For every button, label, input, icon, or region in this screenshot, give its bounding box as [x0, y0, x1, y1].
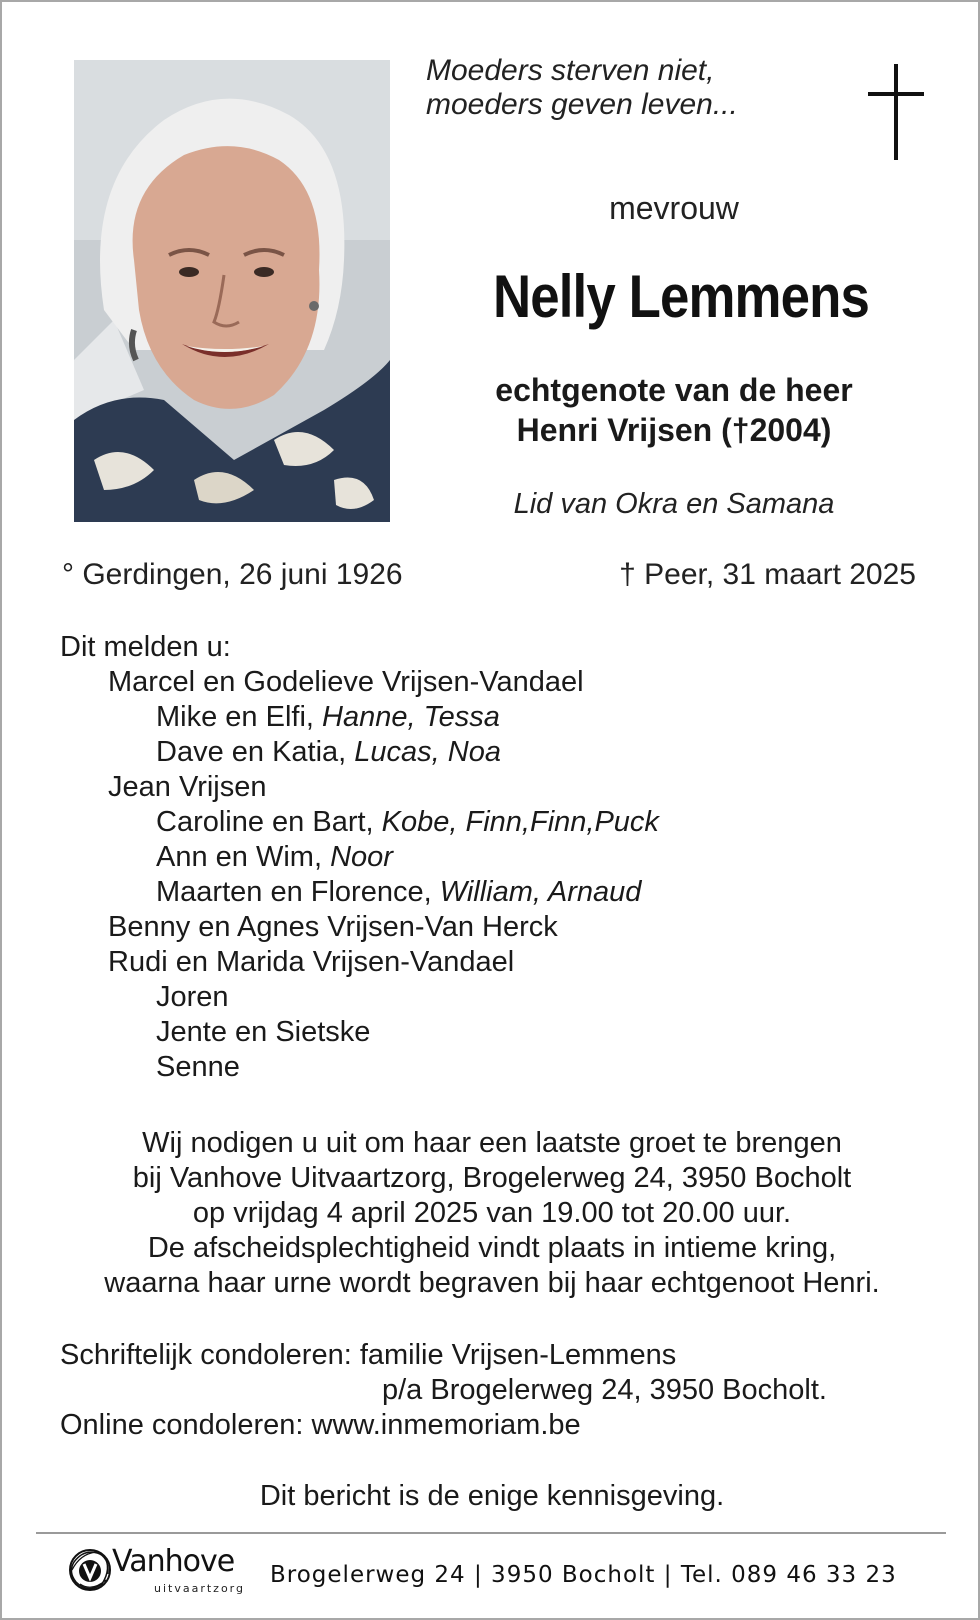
family-names: Senne — [156, 1051, 240, 1083]
grandchildren-names: Noor — [330, 841, 393, 873]
footer-divider — [36, 1532, 946, 1534]
birth-info: ° Gerdingen, 26 juni 1926 — [62, 558, 403, 591]
family-row — [60, 770, 659, 805]
family-row — [60, 840, 659, 875]
family-row — [60, 945, 659, 980]
motto-quote — [426, 54, 738, 122]
family-names: Joren — [156, 981, 229, 1013]
invitation-line: op vrijdag 4 april 2025 van 19.00 tot 20.00 uur. — [192, 1197, 792, 1229]
vanhove-brand-name: Vanhove — [112, 1544, 235, 1579]
invitation-text — [42, 1126, 942, 1301]
invitation-line: Wij nodigen u uit om haar een laatste groet te brengen — [142, 1127, 842, 1159]
family-row — [60, 910, 659, 945]
portrait-photo — [74, 60, 390, 522]
grandchildren-names: Hanne, Tessa — [322, 701, 500, 733]
invitation-line: bij Vanhove Uitvaartzorg, Brogelerweg 24, 3950 Bocholt — [132, 1162, 852, 1194]
motto-line-2: moeders geven leven... — [426, 88, 738, 121]
death-info: † Peer, 31 maart 2025 — [619, 558, 916, 591]
membership: Lid van Okra en Samana — [513, 488, 835, 520]
family-row — [60, 665, 659, 700]
invitation-line: waarna haar urne wordt begraven bij haar echtgenoot Henri. — [104, 1267, 880, 1299]
motto-line-1: Moeders sterven niet, — [426, 54, 715, 87]
family-row — [60, 980, 659, 1015]
family-row — [60, 875, 659, 910]
family-names: Marcel en Godelieve Vrijsen-Vandael — [108, 666, 584, 698]
family-row — [60, 1015, 659, 1050]
vanhove-logo — [66, 1542, 256, 1602]
family-names: Rudi en Marida Vrijsen-Vandael — [108, 946, 515, 978]
family-row — [60, 805, 659, 840]
family-names: Dave en Katia, — [156, 736, 355, 768]
invitation-line: De afscheidsplechtigheid vindt plaats in intieme kring, — [147, 1232, 837, 1264]
vanhove-brand-sub: uitvaartzorg — [154, 1582, 245, 1595]
family-names: Ann en Wim, — [156, 841, 331, 873]
deceased-name: Nelly Lemmens — [493, 263, 869, 330]
sole-notice: Dit bericht is de enige kennisgeving. — [259, 1480, 725, 1512]
family-intro: Dit melden u: — [60, 631, 231, 663]
spouse-info — [426, 370, 922, 450]
spouse-line-1: echtgenote van de heer — [495, 372, 853, 408]
grandchildren-names: Lucas, Noa — [354, 736, 501, 768]
family-list — [60, 630, 659, 1085]
grandchildren-names: Kobe, Finn,Finn,Puck — [381, 806, 659, 838]
written-condolences: Schriftelijk condoleren: familie Vrijsen-Lemmens — [60, 1339, 677, 1371]
written-condolences-address: p/a Brogelerweg 24, 3950 Bocholt. — [382, 1374, 827, 1406]
family-row — [60, 735, 659, 770]
honorific: mevrouw — [609, 190, 739, 226]
family-row — [60, 1050, 659, 1085]
latin-cross-icon — [868, 64, 924, 160]
family-names: Jente en Sietske — [156, 1016, 371, 1048]
condolences — [60, 1338, 827, 1443]
online-condolences: Online condoleren: www.inmemoriam.be — [60, 1409, 581, 1441]
family-names: Benny en Agnes Vrijsen-Van Herck — [108, 911, 558, 943]
family-names: Caroline en Bart, — [156, 806, 382, 838]
family-row — [60, 700, 659, 735]
family-names: Maarten en Florence, — [156, 876, 440, 908]
spouse-line-2: Henri Vrijsen (†2004) — [516, 412, 832, 448]
footer-contact: Brogelerweg 24 | 3950 Bocholt | Tel. 089 46 33 23 — [270, 1562, 897, 1588]
vanhove-logo-mark-icon — [66, 1544, 114, 1596]
grandchildren-names: William, Arnaud — [439, 876, 642, 908]
family-names: Jean Vrijsen — [108, 771, 267, 803]
family-names: Mike en Elfi, — [156, 701, 322, 733]
